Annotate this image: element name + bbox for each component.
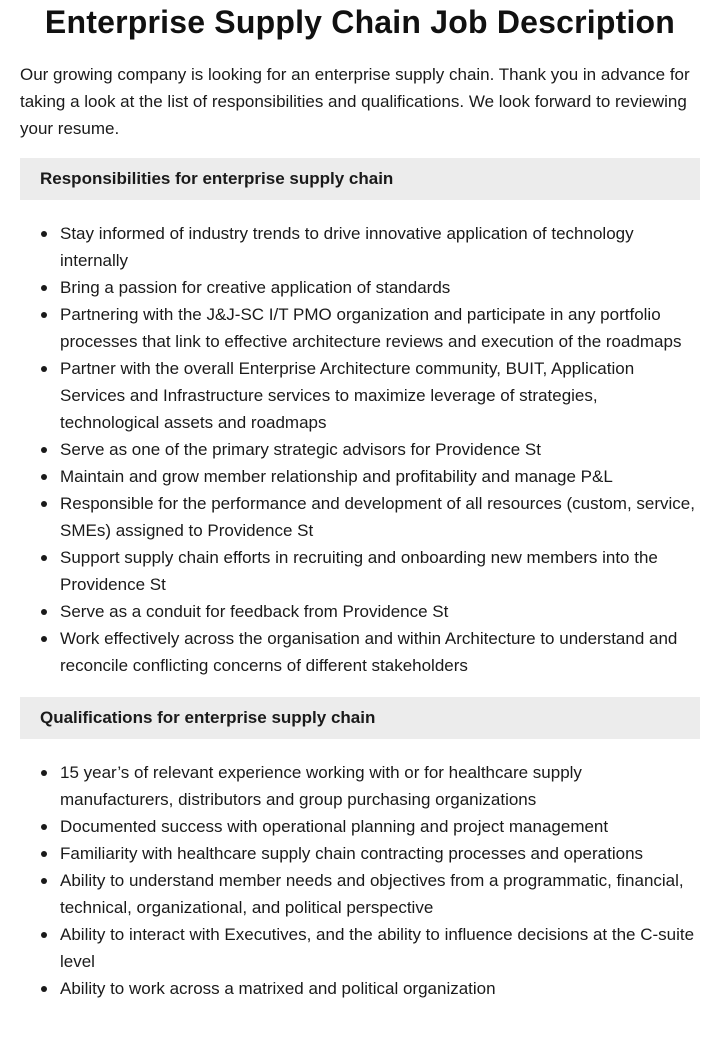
bullet-icon [41, 813, 48, 840]
list-item-text: Ability to interact with Executives, and the ability to influence decisions at the C-suite level [60, 925, 695, 971]
list-item-text: Partnering with the J&J-SC I/T PMO organization and participate in any portfolio processes that link to effective architecture reviews and execution of the roadmaps [60, 305, 682, 351]
list-item [60, 274, 700, 301]
list-item [60, 544, 700, 598]
list-item [60, 625, 700, 679]
bullet-icon [41, 220, 48, 247]
list-item-text: Documented success with operational planning and project management [60, 817, 609, 836]
list-item [60, 598, 700, 625]
bullet-icon [41, 759, 48, 786]
bullet-icon [41, 490, 48, 517]
list-item [60, 490, 700, 544]
list-item-text: Partner with the overall Enterprise Architecture community, BUIT, Application Services and Infrastructure services to maximize leverage of strategies, technological assets and roadmaps [60, 359, 635, 432]
list-item [60, 840, 700, 867]
responsibilities-heading [20, 158, 700, 200]
list-item-text: Familiarity with healthcare supply chain contracting processes and operations [60, 844, 644, 863]
bullet-icon [41, 840, 48, 867]
list-item-text: Maintain and grow member relationship and profitability and manage P&L [60, 467, 613, 486]
list-item-text: Serve as one of the primary strategic advisors for Providence St [60, 440, 541, 459]
responsibilities-heading-label: Responsibilities for enterprise supply chain [40, 169, 394, 188]
bullet-icon [41, 301, 48, 328]
list-item [60, 813, 700, 840]
qualifications-heading [20, 697, 700, 739]
list-item-text: Support supply chain efforts in recruiting and onboarding new members into the Providence St [60, 548, 658, 594]
list-item-text: Serve as a conduit for feedback from Providence St [60, 602, 449, 621]
bullet-icon [41, 274, 48, 301]
list-item [60, 463, 700, 490]
bullet-icon [41, 598, 48, 625]
qualifications-list [20, 759, 700, 1002]
bullet-icon [41, 436, 48, 463]
list-item [60, 759, 700, 813]
list-item-text: Ability to work across a matrixed and political organization [60, 979, 496, 998]
bullet-icon [41, 975, 48, 1002]
list-item-text: Responsible for the performance and development of all resources (custom, service, SMEs) assigned to Providence St [60, 494, 695, 540]
list-item-text: Bring a passion for creative application of standards [60, 278, 451, 297]
bullet-icon [41, 355, 48, 382]
list-item [60, 220, 700, 274]
bullet-icon [41, 921, 48, 948]
list-item [60, 436, 700, 463]
list-item-text: Stay informed of industry trends to drive innovative application of technology internally [60, 224, 634, 270]
responsibilities-list [20, 220, 700, 679]
list-item-text: 15 year’s of relevant experience working with or for healthcare supply manufacturers, distributors and group purchasing organizations [60, 763, 582, 809]
list-item [60, 355, 700, 436]
bullet-icon [41, 463, 48, 490]
page-title: Enterprise Supply Chain Job Description [44, 4, 676, 40]
bullet-icon [41, 544, 48, 571]
list-item [60, 301, 700, 355]
intro-paragraph: Our growing company is looking for an enterprise supply chain. Thank you in advance for taking a look at the list of responsibilities and qualifications. We look forward to reviewing your resume. [20, 65, 690, 138]
list-item-text: Ability to understand member needs and objectives from a programmatic, financial, technical, organizational, and political perspective [60, 871, 684, 917]
qualifications-heading-label: Qualifications for enterprise supply chain [40, 708, 376, 727]
bullet-icon [41, 625, 48, 652]
list-item-text: Work effectively across the organisation and within Architecture to understand and reconcile conflicting concerns of different stakeholders [60, 629, 678, 675]
bullet-icon [41, 867, 48, 894]
list-item [60, 921, 700, 975]
list-item [60, 867, 700, 921]
list-item [60, 975, 700, 1002]
